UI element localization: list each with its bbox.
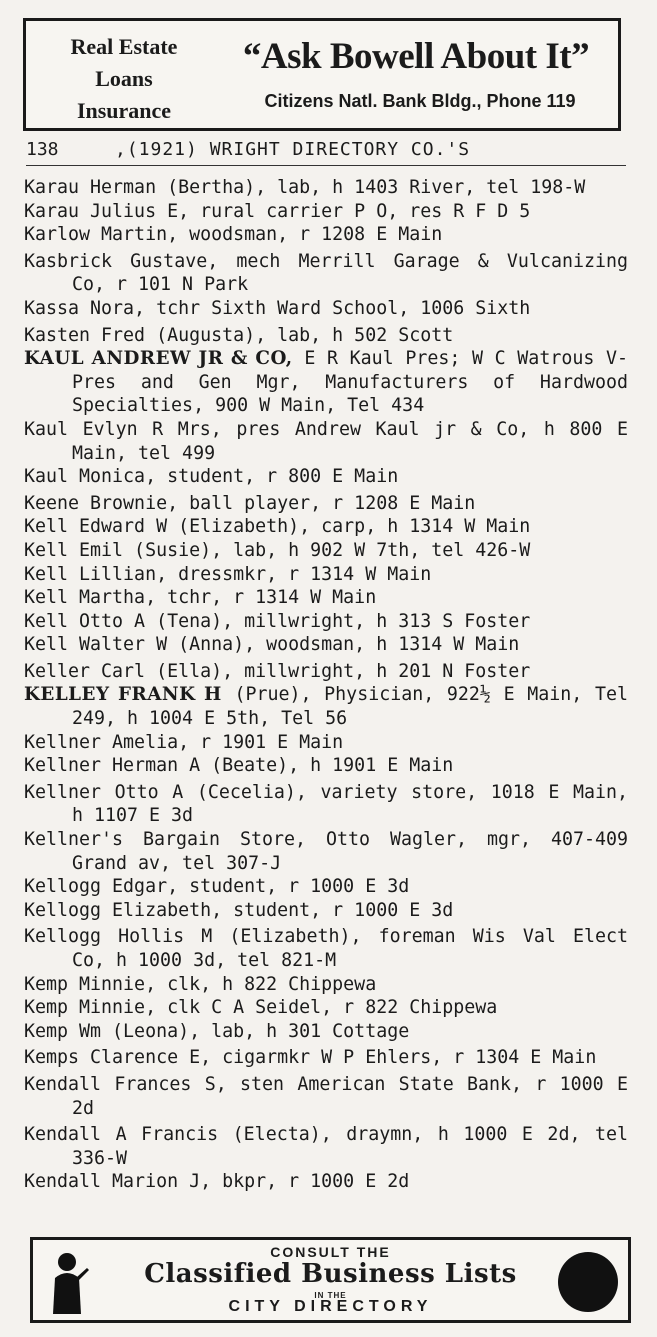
entry-text: Kemps Clarence E, cigarmkr W P Ehlers, r 1304 E Main: [24, 1047, 597, 1069]
entry-text: Keller Carl (Ella), millwright, h 201 N Foster: [24, 660, 531, 682]
ad-address: Citizens Natl. Bank Bldg., Phone 119: [264, 91, 576, 111]
entry-text: Kemp Wm (Leona), lab, h 301 Cottage: [24, 1020, 410, 1042]
directory-entry: [24, 899, 628, 923]
entry-text: Karau Julius E, rural carrier P O, res R F D 5: [24, 200, 531, 222]
entry-text: Karlow Martin, woodsman, r 1208 E Main: [24, 224, 443, 246]
entry-text: Kendall A Francis (Electa), draymn, h 1000 E 2d, tel 336-W: [24, 1124, 628, 1169]
entry-text: Kellogg Elizabeth, student, r 1000 E 3d: [24, 899, 454, 921]
entry-text: E R Kaul Pres; W C Watrous V-Pres and Gen Mgr, Manufacturers of Hardwood Specialties, 900 W Main, Tel 434: [72, 348, 629, 417]
services-list: [44, 31, 204, 127]
directory-entry: [24, 875, 628, 899]
directory-entry: [24, 828, 628, 875]
entry-text: Kaul Monica, student, r 800 E Main: [24, 466, 399, 488]
directory-entry: [24, 781, 628, 828]
directory-entry: [24, 418, 628, 465]
directory-entry: [24, 610, 628, 634]
directory-entry: [24, 492, 628, 516]
bottom-advertisement: [30, 1237, 631, 1323]
directory-entry: [24, 176, 628, 200]
entry-text: Kellner Herman A (Beate), h 1901 E Main: [24, 755, 454, 777]
directory-entry: [24, 683, 628, 730]
directory-entry: [24, 660, 628, 684]
top-advertisement: [23, 18, 621, 131]
entry-text: Kendall Marion J, bkpr, r 1000 E 2d: [24, 1171, 410, 1193]
entry-text: Kasbrick Gustave, mech Merrill Garage & Vulcanizing Co, r 101 N Park: [24, 250, 628, 296]
entry-text: Kellogg Edgar, student, r 1000 E 3d: [24, 876, 410, 898]
entry-business-name: KAUL ANDREW JR & CO,: [24, 348, 293, 370]
directory-entry: [24, 1020, 628, 1044]
directory-entry: [24, 223, 628, 247]
entry-text: Kassa Nora, tchr Sixth Ward School, 1006 Sixth: [24, 297, 531, 319]
directory-entry: [24, 1046, 628, 1070]
entry-text: Kellner's Bargain Store, Otto Wagler, mgr, 407-409 Grand av, tel 307-J: [24, 829, 628, 874]
directory-entry: [24, 731, 628, 755]
directory-entry: [24, 1123, 628, 1170]
seal-icon: [558, 1252, 618, 1312]
entry-text: Kell Otto A (Tena), millwright, h 313 S Foster: [24, 610, 531, 632]
directory-entry: [24, 1073, 628, 1120]
entry-text: Kaul Evlyn R Mrs, pres Andrew Kaul jr & Co, h 800 E Main, tel 499: [24, 418, 628, 464]
directory-entry: [24, 250, 628, 297]
directory-entry: [24, 465, 628, 489]
ad-line-consult: CONSULT THE: [270, 1244, 391, 1260]
ad-line-classified: Classified Business Lists: [144, 1259, 517, 1289]
directory-entry: [24, 996, 628, 1020]
service-loans: Loans: [95, 66, 153, 91]
directory-entry: [24, 539, 628, 563]
directory-entry: [24, 973, 628, 997]
entry-text: Kellner Amelia, r 1901 E Main: [24, 731, 344, 753]
directory-listing: [24, 176, 628, 1194]
entry-text: Keene Brownie, ball player, r 1208 E Main: [24, 492, 476, 514]
entry-text: Kendall Frances S, sten American State Bank, r 1000 E 2d: [24, 1073, 628, 1119]
entry-text: Kasten Fred (Augusta), lab, h 502 Scott: [24, 324, 454, 346]
directory-entry: [24, 754, 628, 778]
entry-text: Karau Herman (Bertha), lab, h 1403 River, tel 198-W: [24, 177, 586, 198]
entry-text: Kell Lillian, dressmkr, r 1314 W Main: [24, 563, 432, 585]
directory-entry: [24, 347, 628, 418]
entry-text: (Prue), Physician, 922½ E Main, Tel 249, h 1004 E 5th, Tel 56: [72, 684, 628, 730]
page-number: 138: [26, 139, 59, 160]
entry-text: Kellogg Hollis M (Elizabeth), foreman Wis Val Elect Co, h 1000 3d, tel 821-M: [24, 926, 628, 971]
directory-entry: [24, 200, 628, 224]
entry-text: Kell Walter W (Anna), woodsman, h 1314 W Main: [24, 634, 520, 656]
running-head: [26, 139, 626, 166]
directory-entry: [24, 324, 628, 348]
ad-line-in-the: IN THE: [314, 1291, 347, 1300]
service-insurance: Insurance: [76, 98, 172, 123]
directory-entry: [24, 563, 628, 587]
entry-text: Kemp Minnie, clk, h 822 Chippewa: [24, 973, 377, 995]
entry-text: Kell Edward W (Elizabeth), carp, h 1314 W Main: [24, 516, 531, 538]
ad-line-city-directory: CITY DIRECTORY: [228, 1298, 433, 1315]
directory-entry: [24, 633, 628, 657]
entry-business-name: KELLEY FRANK H: [24, 684, 222, 706]
directory-entry: [24, 925, 628, 972]
entry-text: Kellner Otto A (Cecelia), variety store, 1018 E Main, h 1107 E 3d: [24, 781, 628, 827]
entry-text: Kell Martha, tchr, r 1314 W Main: [24, 587, 377, 609]
entry-text: Kell Emil (Susie), lab, h 902 W 7th, tel 426-W: [24, 539, 531, 561]
service-real-estate: Real Estate: [70, 34, 178, 59]
directory-entry: [24, 297, 628, 321]
directory-entry: [24, 586, 628, 610]
directory-entry: [24, 515, 628, 539]
directory-entry: [24, 1170, 628, 1194]
ad-slogan: “Ask Bowell About It”: [242, 36, 590, 77]
page-title: ,(1921) WRIGHT DIRECTORY CO.'S: [115, 139, 471, 160]
entry-text: Kemp Minnie, clk C A Seidel, r 822 Chippewa: [24, 997, 498, 1019]
